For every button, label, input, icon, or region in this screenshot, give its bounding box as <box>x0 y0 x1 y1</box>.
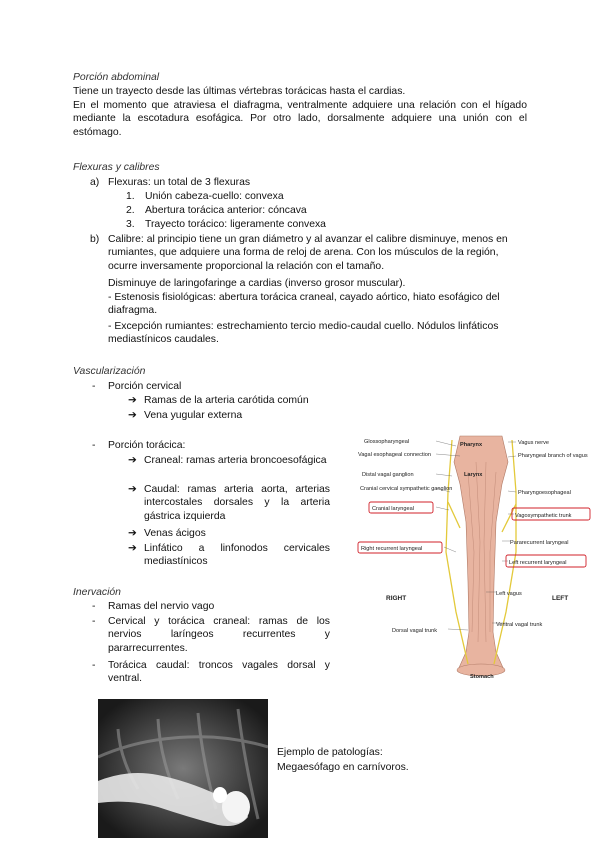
heading-inervacion: Inervación <box>73 587 121 598</box>
flexuras-b-line3: - Estenosis fisiológicas: abertura torácica craneal, cayado aórtico, hiato esofágico del diafragma. <box>108 292 500 317</box>
abdominal-paragraph: En el momento que atraviesa el diafragma, ventralmente adquiere una relación con el hígado mediante la escotadura esofágica. Por otro lado, dorsalmente adquiere una unión con el estómago. <box>73 100 527 138</box>
flexura-item: Trayecto torácico: ligeramente convexa <box>145 219 326 230</box>
flexuras-b-line4: - Excepción rumiantes: estrechamiento tercio medio-caudal cuello. Nódulos linfáticos mediastínicos caudales. <box>108 321 499 346</box>
abdominal-line: Tiene un trayecto desde las últimas vértebras torácicas hasta el cardias. <box>73 86 406 97</box>
label-distal-vagal-ganglion: Distal vagal ganglion <box>362 472 414 478</box>
vascular-toracica-item: Linfático a linfonodos cervicales mediastínicos <box>144 543 330 568</box>
label-cranial-cervical: Cranial cervical sympathetic ganglion <box>360 486 453 492</box>
example-line2: Megaesófago en carnívoros. <box>277 762 409 773</box>
flexuras-b-text: Calibre: al principio tiene un gran diámetro y al avanzar el calibre disminuye, menos en rumiantes, que adquiere una forma de reloj de arena. Con los músculos de la región, ocurre inversamente proporcional la relación con el tamaño. <box>108 234 508 272</box>
arrow-icon: ➔ <box>128 484 137 495</box>
heading-abdominal: Porción abdominal <box>73 72 160 83</box>
heading-flexuras: Flexuras y calibres <box>73 162 160 173</box>
inervacion-item: Ramas del nervio vago <box>108 601 215 612</box>
vascular-toracica-item: Venas ácigos <box>144 528 206 539</box>
label-right-side: RIGHT <box>386 595 407 602</box>
bullet-dash: - <box>92 440 96 451</box>
label-pharyngeal-branch: Pharyngeal branch of vagus <box>518 453 588 459</box>
label-pharynx: Pharynx <box>460 442 483 448</box>
label-left-side: LEFT <box>552 595 569 602</box>
arrow-icon: ➔ <box>128 395 137 406</box>
label-left-recurrent: Left recurrent laryngeal <box>509 560 567 566</box>
vascular-cervical-item: Vena yugular externa <box>144 410 243 421</box>
flexura-number: 1. <box>126 191 135 202</box>
example-line1: Ejemplo de patologías: <box>277 747 383 758</box>
arrow-icon: ➔ <box>128 455 137 466</box>
flexura-item: Abertura torácica anterior: cóncava <box>145 205 307 216</box>
list-marker-a: a) <box>90 177 100 188</box>
bullet-dash: - <box>92 601 96 612</box>
label-larynx: Larynx <box>464 472 483 478</box>
label-glossopharyngeal: Glossopharyngeal <box>364 439 410 445</box>
inervacion-item: Torácica caudal: troncos vagales dorsal y ventral. <box>108 660 330 685</box>
label-cranial-laryngeal: Cranial laryngeal <box>372 506 414 512</box>
label-stomach: Stomach <box>470 674 494 680</box>
bullet-dash: - <box>92 381 96 392</box>
vascular-cervical: Porción cervical <box>108 381 182 392</box>
arrow-icon: ➔ <box>128 543 137 554</box>
esophagus-innervation-figure <box>356 432 592 680</box>
vascular-toracica: Porción torácica: <box>108 440 186 451</box>
vascular-cervical-item: Ramas de la arteria carótida común <box>144 395 309 406</box>
xray-image <box>98 699 268 838</box>
arrow-icon: ➔ <box>128 410 137 421</box>
bullet-dash: - <box>92 616 96 627</box>
label-pharyngoesophageal: Pharyngoesophageal <box>518 490 571 496</box>
list-marker-b: b) <box>90 234 100 245</box>
label-ventral-vagal-trunk: Ventral vagal trunk <box>496 622 543 628</box>
label-right-recurrent: Right recurrent laryngeal <box>361 546 423 552</box>
vascular-toracica-item: Craneal: ramas arteria broncoesofágica <box>144 455 327 466</box>
label-pararecurrent: Pararecurrent laryngeal <box>510 540 569 546</box>
flexura-number: 2. <box>126 205 135 216</box>
label-vagal-esophageal: Vagal esophageal connection <box>358 452 431 458</box>
flexuras-b-line2: Disminuye de laringofaringe a cardias (inverso grosor muscular). <box>108 278 406 289</box>
inervacion-item: Cervical y torácica craneal: ramas de los nervios laríngeos recurrentes y pararrecurrentes. <box>108 616 330 654</box>
label-left-vagus: Left vagus <box>496 591 522 597</box>
bullet-dash: - <box>92 660 96 671</box>
vascular-toracica-item: Caudal: ramas arteria aorta, arterias intercostales dorsales y la arteria gástrica izquierda <box>144 484 330 522</box>
flexura-number: 3. <box>126 219 135 230</box>
heading-vascularizacion: Vascularización <box>73 366 146 377</box>
flexura-item: Unión cabeza-cuello: convexa <box>145 191 284 202</box>
label-dorsal-vagal-trunk: Dorsal vagal trunk <box>392 628 438 634</box>
arrow-icon: ➔ <box>128 528 137 539</box>
flexuras-a-text: Flexuras: un total de 3 flexuras <box>108 177 251 188</box>
label-vagosympathetic: Vagosympathetic trunk <box>515 513 572 519</box>
label-vagus-nerve: Vagus nerve <box>518 440 549 446</box>
